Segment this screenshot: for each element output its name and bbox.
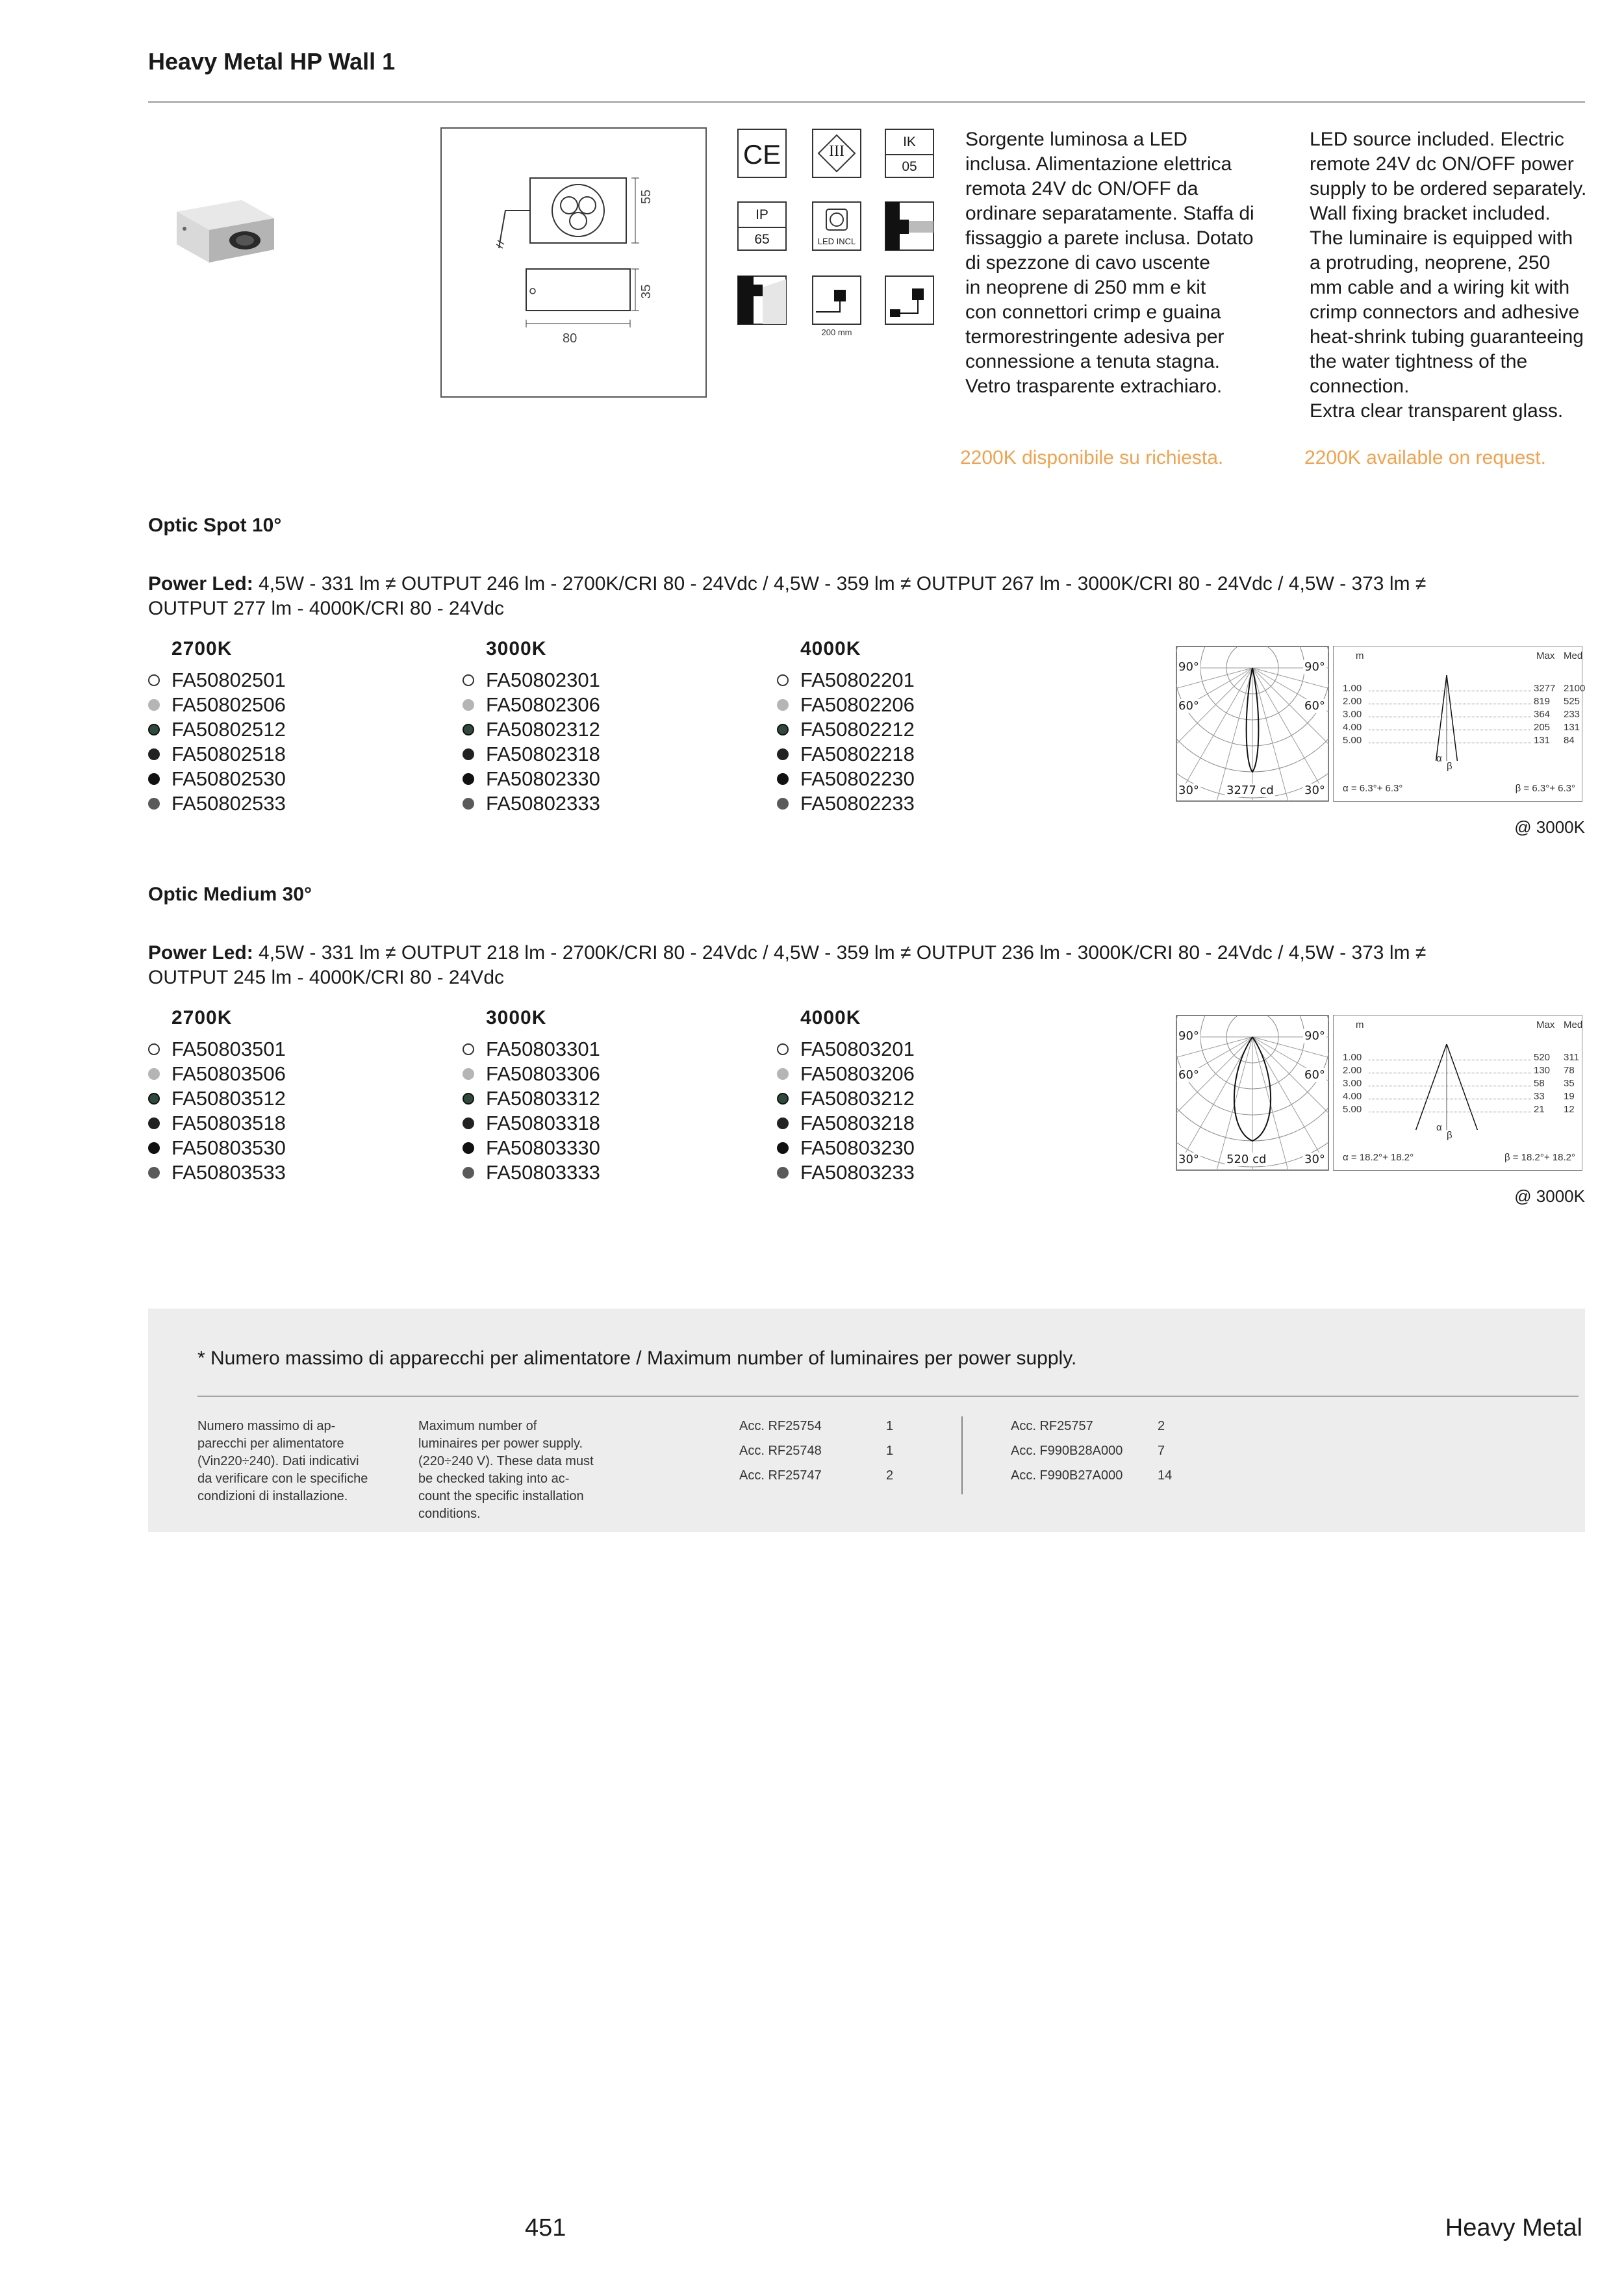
polar-label: 90° xyxy=(1178,1029,1199,1043)
product-code: FA50803518 xyxy=(171,1112,286,1134)
accessory-count: 14 xyxy=(1158,1468,1173,1483)
description-line: mm cable and a wiring kit with xyxy=(1310,277,1570,298)
finish-color-dot xyxy=(777,1043,789,1055)
product-code: FA50803201 xyxy=(800,1038,915,1060)
product-code: FA50802206 xyxy=(800,693,915,716)
lux-med: 233 xyxy=(1564,709,1580,720)
note-line: da verificare con le specifiche xyxy=(197,1472,368,1486)
finish-color-dot xyxy=(148,674,160,686)
note-line: be checked taking into ac- xyxy=(418,1472,570,1486)
note-2200k-it: 2200K disponibile su richiesta. xyxy=(960,447,1224,468)
accessory-table-right xyxy=(1011,1419,1232,1493)
power-supply-note-it xyxy=(197,1418,405,1505)
product-code-row xyxy=(463,1136,600,1160)
cable-connection-icon xyxy=(812,275,861,325)
lux-max: 33 xyxy=(1534,1091,1545,1102)
finish-color-dot xyxy=(777,748,789,760)
power-led-line: 4,5W - 331 lm ≠ OUTPUT 218 lm - 2700K/CRI 80 - 24Vdc / 4,5W - 359 lm ≠ OUTPUT 236 lm - 3000K/CRI 80 - 24Vdc / 4,5W - 373 lm ≠ xyxy=(253,942,1427,964)
product-code: FA50803233 xyxy=(800,1161,915,1184)
polar-diagram xyxy=(1176,646,1329,802)
lux-max: 205 xyxy=(1534,722,1551,733)
accessory-count: 7 xyxy=(1158,1444,1165,1458)
dim-width: 80 xyxy=(563,331,577,346)
finish-color-dot xyxy=(777,773,789,785)
accessory-row xyxy=(1011,1468,1232,1493)
product-code: FA50803530 xyxy=(171,1136,286,1159)
description-line: the water tightness of the xyxy=(1310,351,1528,372)
note-line: (220÷240 V). These data must xyxy=(418,1454,594,1468)
product-code-row xyxy=(777,1037,915,1062)
lux-beta-label: β = 18.2°+ 18.2° xyxy=(1504,1152,1575,1163)
lux-med: 84 xyxy=(1564,735,1575,746)
polar-label: 3277 cd xyxy=(1226,784,1274,797)
description-line: connessione a tenuta stagna. xyxy=(965,351,1220,372)
color-temp-heading: 3000K xyxy=(486,638,547,659)
accessory-row xyxy=(739,1419,934,1444)
accessory-code: Acc. RF25757 xyxy=(1011,1419,1093,1433)
finish-color-dot xyxy=(148,1118,160,1129)
accessory-code: Acc. RF25748 xyxy=(739,1444,822,1458)
product-code: FA50803333 xyxy=(486,1161,600,1184)
accessory-count: 2 xyxy=(1158,1419,1165,1433)
led-included-icon: LED INCL xyxy=(812,201,861,251)
description-line: connection. xyxy=(1310,376,1410,397)
product-code: FA50803230 xyxy=(800,1136,915,1159)
color-temp-heading: 3000K xyxy=(486,1007,547,1028)
power-led-line: 4,5W - 331 lm ≠ OUTPUT 246 lm - 2700K/CRI 80 - 24Vdc / 4,5W - 359 lm ≠ OUTPUT 267 lm - 3000K/CRI 80 - 24Vdc / 4,5W - 373 lm ≠ xyxy=(253,573,1427,594)
product-code-row xyxy=(463,717,600,742)
product-code-row xyxy=(148,693,286,717)
power-supply-divider xyxy=(197,1396,1579,1397)
product-code: FA50802333 xyxy=(486,792,600,815)
product-code-row xyxy=(777,1062,915,1086)
accessory-code: Acc. F990B28A000 xyxy=(1011,1444,1123,1458)
product-code: FA50803318 xyxy=(486,1112,600,1134)
lux-beta-symbol: β xyxy=(1447,1130,1453,1141)
product-code-row xyxy=(148,767,286,791)
finish-color-dot xyxy=(777,1093,789,1105)
finish-color-dot xyxy=(463,1167,474,1179)
note-line: condizioni di installazione. xyxy=(197,1489,348,1503)
description-line: in neoprene di 250 mm e kit xyxy=(965,277,1206,298)
polar-label: 90° xyxy=(1304,1029,1325,1043)
product-code: FA50802230 xyxy=(800,767,915,790)
product-code-row xyxy=(148,1111,286,1136)
lux-med-header: Med xyxy=(1564,1019,1583,1030)
power-led-line: OUTPUT 277 lm - 4000K/CRI 80 - 24Vdc xyxy=(148,598,504,619)
description-line: con connettori crimp e guaina xyxy=(965,301,1221,323)
product-code: FA50803218 xyxy=(800,1112,915,1134)
dim-depth: 35 xyxy=(639,284,653,299)
product-code: FA50803533 xyxy=(171,1161,286,1184)
page-title: Heavy Metal HP Wall 1 xyxy=(148,48,396,75)
ip-rating-icon: IP 65 xyxy=(737,201,787,251)
finish-color-dot xyxy=(777,798,789,810)
product-code: FA50802330 xyxy=(486,767,600,790)
finish-color-dot xyxy=(463,699,474,711)
lux-distance: 2.00 xyxy=(1343,1065,1362,1076)
lux-med: 12 xyxy=(1564,1104,1575,1115)
color-temp-heading: 4000K xyxy=(800,1007,861,1028)
product-code: FA50802512 xyxy=(171,718,286,741)
product-code: FA50802233 xyxy=(800,792,915,815)
description-line: ordinare separatamente. Staffa di xyxy=(965,203,1254,224)
description-line: crimp connectors and adhesive xyxy=(1310,301,1580,323)
finish-color-dot xyxy=(463,724,474,735)
lux-max: 819 xyxy=(1534,696,1551,707)
product-code-row xyxy=(148,668,286,693)
power-led-line: OUTPUT 245 lm - 4000K/CRI 80 - 24Vdc xyxy=(148,967,504,988)
lux-cone-edge xyxy=(1447,675,1457,761)
illuminance-table xyxy=(1333,1015,1582,1171)
product-code-row xyxy=(777,668,915,693)
power-led-spec xyxy=(148,572,1597,621)
finish-color-dot xyxy=(148,1093,160,1105)
lux-max: 21 xyxy=(1534,1104,1545,1115)
polar-label: 90° xyxy=(1178,660,1199,674)
lux-med: 525 xyxy=(1564,696,1580,707)
product-code: FA50802201 xyxy=(800,669,915,691)
product-code: FA50802533 xyxy=(171,792,286,815)
power-supply-heading: * Numero massimo di apparecchi per alimentatore / Maximum number of luminaires per power supply. xyxy=(197,1348,1077,1369)
product-code: FA50802212 xyxy=(800,718,915,741)
finish-color-dot xyxy=(463,1068,474,1080)
polar-label: 90° xyxy=(1304,660,1325,674)
finish-color-dot xyxy=(463,798,474,810)
description-line: The luminaire is equipped with xyxy=(1310,227,1573,249)
section-title: Optic Spot 10° xyxy=(148,515,282,536)
lux-distance: 3.00 xyxy=(1343,709,1362,720)
description-line: fissaggio a parete inclusa. Dotato xyxy=(965,227,1254,249)
product-code-row xyxy=(148,1160,286,1185)
measurement-temp: @ 3000K xyxy=(1514,817,1585,837)
product-code: FA50802312 xyxy=(486,718,600,741)
product-code-row xyxy=(463,1086,600,1111)
lux-max: 364 xyxy=(1534,709,1551,720)
product-code: FA50802506 xyxy=(171,693,286,716)
product-code-row xyxy=(777,1086,915,1111)
product-code: FA50803512 xyxy=(171,1087,286,1110)
polar-label: 30° xyxy=(1304,784,1325,797)
product-code: FA50803501 xyxy=(171,1038,286,1060)
product-code: FA50803212 xyxy=(800,1087,915,1110)
finish-color-dot xyxy=(777,674,789,686)
product-code: FA50803306 xyxy=(486,1062,600,1085)
product-code: FA50802318 xyxy=(486,743,600,765)
product-code-row xyxy=(777,791,915,816)
finish-color-dot xyxy=(148,699,160,711)
finish-color-dot xyxy=(777,724,789,735)
accessory-row xyxy=(739,1468,934,1493)
accessory-table-divider xyxy=(961,1416,963,1494)
lux-cone-edge xyxy=(1416,1044,1447,1130)
technical-drawing xyxy=(440,127,707,398)
finish-color-dot xyxy=(463,674,474,686)
polar-label: 60° xyxy=(1304,1068,1325,1082)
class-iii-icon: III xyxy=(812,129,861,178)
page-number: 451 xyxy=(525,2214,566,2242)
power-led-spec xyxy=(148,941,1597,990)
polar-label: 30° xyxy=(1304,1153,1325,1166)
product-code-row xyxy=(463,668,600,693)
product-code-row xyxy=(148,717,286,742)
lux-distance: 4.00 xyxy=(1343,1091,1362,1102)
product-code: FA50803206 xyxy=(800,1062,915,1085)
description-line: supply to be ordered separately. xyxy=(1310,178,1587,199)
product-code-row xyxy=(463,1160,600,1185)
product-code-row xyxy=(463,742,600,767)
finish-color-dot xyxy=(463,1093,474,1105)
product-code-row xyxy=(777,1160,915,1185)
description-line: termorestringente adesiva per xyxy=(965,326,1224,348)
product-code-row xyxy=(463,767,600,791)
description-line: Vetro trasparente extrachiaro. xyxy=(965,376,1223,397)
finish-color-dot xyxy=(148,1167,160,1179)
note-line: count the specific installation xyxy=(418,1489,584,1503)
lux-distance: 5.00 xyxy=(1343,1104,1362,1115)
product-code: FA50802218 xyxy=(800,743,915,765)
color-temp-heading: 2700K xyxy=(171,1007,233,1028)
polar-diagram xyxy=(1176,1015,1329,1171)
lux-med: 19 xyxy=(1564,1091,1575,1102)
lux-med: 131 xyxy=(1564,722,1580,733)
accessory-count: 2 xyxy=(886,1468,894,1483)
polar-label: 60° xyxy=(1178,699,1199,713)
accessory-table-left xyxy=(739,1419,934,1493)
lux-m-header: m xyxy=(1356,650,1364,661)
product-code: FA50802306 xyxy=(486,693,600,716)
measurement-temp: @ 3000K xyxy=(1514,1186,1585,1206)
description-line: inclusa. Alimentazione elettrica xyxy=(965,153,1232,175)
finish-color-dot xyxy=(148,798,160,810)
ce-mark-icon: CE xyxy=(737,129,787,178)
accessory-code: Acc. RF25747 xyxy=(739,1468,822,1483)
description-line: Extra clear transparent glass. xyxy=(1310,400,1564,422)
lux-max: 58 xyxy=(1534,1078,1545,1089)
product-code-row xyxy=(463,1062,600,1086)
description-line: remota 24V dc ON/OFF da xyxy=(965,178,1199,199)
lux-max-header: Max xyxy=(1536,1019,1555,1030)
product-code: FA50802518 xyxy=(171,743,286,765)
product-code: FA50803330 xyxy=(486,1136,600,1159)
product-code-row xyxy=(148,1136,286,1160)
polar-label: 520 cd xyxy=(1226,1153,1267,1166)
wall-mount-icon xyxy=(885,201,934,251)
finish-color-dot xyxy=(463,1043,474,1055)
product-code: FA50803301 xyxy=(486,1038,600,1060)
product-code-row xyxy=(463,1111,600,1136)
finish-color-dot xyxy=(148,1142,160,1154)
note-line: (Vin220÷240). Dati indicativi xyxy=(197,1454,359,1468)
lux-m-header: m xyxy=(1356,1019,1364,1030)
product-code: FA50802301 xyxy=(486,669,600,691)
lux-max: 130 xyxy=(1534,1065,1551,1076)
power-supply-icon xyxy=(885,275,934,325)
product-code-row xyxy=(777,1136,915,1160)
lux-max-header: Max xyxy=(1536,650,1555,661)
note-line: Maximum number of xyxy=(418,1419,537,1433)
lux-beta-label: β = 6.3°+ 6.3° xyxy=(1515,783,1575,794)
finish-color-dot xyxy=(777,699,789,711)
product-photo xyxy=(170,192,281,270)
lux-distance: 3.00 xyxy=(1343,1078,1362,1089)
lux-med: 2100 xyxy=(1564,683,1586,694)
product-code-row xyxy=(148,791,286,816)
finish-color-dot xyxy=(463,773,474,785)
polar-label: 60° xyxy=(1178,1068,1199,1082)
description-line: Wall fixing bracket included. xyxy=(1310,203,1551,224)
product-code-row xyxy=(148,1037,286,1062)
lux-alpha-label: α = 6.3°+ 6.3° xyxy=(1343,783,1403,794)
product-code-row xyxy=(463,791,600,816)
finish-color-dot xyxy=(777,1118,789,1129)
lux-max: 3277 xyxy=(1534,683,1556,694)
lux-alpha-symbol: α xyxy=(1436,1122,1442,1133)
product-code-row xyxy=(777,767,915,791)
cable-length-label: 200 mm xyxy=(821,327,852,337)
product-code-row xyxy=(148,1062,286,1086)
power-led-label: Power Led: xyxy=(148,942,253,964)
finish-color-dot xyxy=(148,1068,160,1080)
description-line: LED source included. Electric xyxy=(1310,129,1564,150)
accessory-count: 1 xyxy=(886,1419,894,1433)
accessory-row xyxy=(1011,1444,1232,1468)
lux-cone-edge xyxy=(1436,675,1447,761)
accessory-row xyxy=(1011,1419,1232,1444)
accessory-code: Acc. F990B27A000 xyxy=(1011,1468,1123,1483)
finish-color-dot xyxy=(463,1142,474,1154)
light-direction-icon xyxy=(737,275,787,325)
lux-distance: 2.00 xyxy=(1343,696,1362,707)
lux-distance: 5.00 xyxy=(1343,735,1362,746)
lux-beta-symbol: β xyxy=(1447,761,1453,772)
note-line: Numero massimo di ap- xyxy=(197,1419,336,1433)
lux-max: 131 xyxy=(1534,735,1551,746)
lux-med: 311 xyxy=(1564,1052,1579,1063)
product-code: FA50802530 xyxy=(171,767,286,790)
lux-med: 78 xyxy=(1564,1065,1575,1076)
note-line: conditions. xyxy=(418,1507,481,1521)
finish-color-dot xyxy=(148,724,160,735)
header-divider xyxy=(148,101,1585,103)
description-en xyxy=(1310,127,1615,424)
description-line: a protruding, neoprene, 250 xyxy=(1310,252,1551,274)
finish-color-dot xyxy=(463,748,474,760)
dim-height: 55 xyxy=(639,189,653,204)
accessory-code: Acc. RF25754 xyxy=(739,1419,822,1433)
color-temp-heading: 4000K xyxy=(800,638,861,659)
lux-max: 520 xyxy=(1534,1052,1551,1063)
description-it xyxy=(965,127,1284,399)
product-code: FA50803506 xyxy=(171,1062,286,1085)
finish-color-dot xyxy=(777,1142,789,1154)
product-code-row xyxy=(777,1111,915,1136)
description-line: remote 24V dc ON/OFF power xyxy=(1310,153,1574,175)
section-title: Optic Medium 30° xyxy=(148,884,312,905)
finish-color-dot xyxy=(148,748,160,760)
lux-alpha-symbol: α xyxy=(1436,753,1442,764)
description-line: heat-shrink tubing guaranteeing xyxy=(1310,326,1584,348)
polar-label: 30° xyxy=(1178,784,1199,797)
lux-cone-edge xyxy=(1447,1044,1477,1130)
lux-distance: 1.00 xyxy=(1343,683,1362,694)
lux-distance: 1.00 xyxy=(1343,1052,1362,1063)
accessory-row xyxy=(739,1444,934,1468)
lux-alpha-label: α = 18.2°+ 18.2° xyxy=(1343,1152,1414,1163)
note-line: parecchi per alimentatore xyxy=(197,1437,344,1451)
note-2200k-en: 2200K available on request. xyxy=(1304,447,1546,468)
finish-color-dot xyxy=(463,1118,474,1129)
color-temp-heading: 2700K xyxy=(171,638,233,659)
illuminance-table xyxy=(1333,646,1586,802)
product-code-row xyxy=(148,742,286,767)
finish-color-dot xyxy=(148,773,160,785)
product-code-row xyxy=(463,693,600,717)
power-led-label: Power Led: xyxy=(148,573,253,594)
note-line: luminaires per power supply. xyxy=(418,1437,583,1451)
product-code-row xyxy=(463,1037,600,1062)
description-line: Sorgente luminosa a LED xyxy=(965,129,1187,150)
polar-label: 60° xyxy=(1304,699,1325,713)
lux-med: 35 xyxy=(1564,1078,1575,1089)
accessory-count: 1 xyxy=(886,1444,894,1458)
footer-collection: Heavy Metal xyxy=(1445,2214,1582,2242)
product-code: FA50803312 xyxy=(486,1087,600,1110)
product-code: FA50802501 xyxy=(171,669,286,691)
finish-color-dot xyxy=(777,1068,789,1080)
product-code-row xyxy=(777,693,915,717)
product-code-row xyxy=(777,717,915,742)
lux-med-header: Med xyxy=(1564,650,1583,661)
ik-rating-icon: IK 05 xyxy=(885,129,934,178)
polar-label: 30° xyxy=(1178,1153,1199,1166)
finish-color-dot xyxy=(148,1043,160,1055)
product-code-row xyxy=(148,1086,286,1111)
finish-color-dot xyxy=(777,1167,789,1179)
lux-distance: 4.00 xyxy=(1343,722,1362,733)
product-code-row xyxy=(777,742,915,767)
description-line: di spezzone di cavo uscente xyxy=(965,252,1210,274)
power-supply-note-en xyxy=(418,1418,626,1523)
